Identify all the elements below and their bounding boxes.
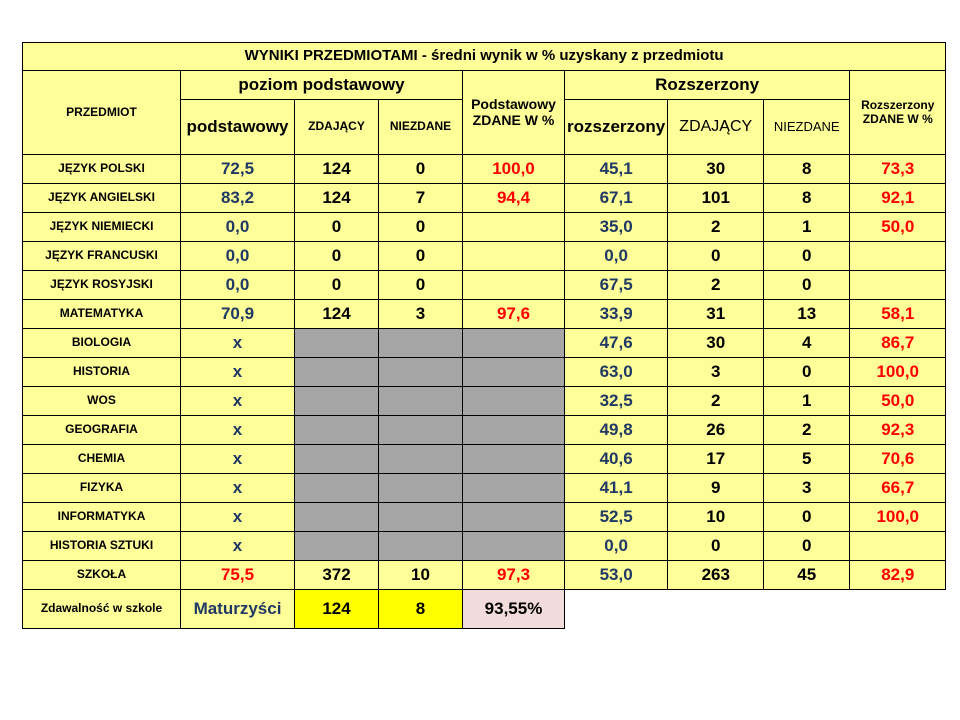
extended-passed-pct-cell: 82,9 <box>850 561 946 590</box>
empty-gray-cell <box>295 358 379 387</box>
basic-passed-pct-cell <box>463 242 565 271</box>
extended-avg-cell: 33,9 <box>565 300 668 329</box>
basic-avg-cell: x <box>181 503 295 532</box>
graduates-cell: Maturzyści <box>181 590 295 629</box>
empty-gray-cell <box>295 474 379 503</box>
extended-passed-pct-cell: 100,0 <box>850 503 946 532</box>
empty-gray-cell <box>379 329 463 358</box>
basic-avg-cell: 0,0 <box>181 271 295 300</box>
empty-gray-cell <box>295 387 379 416</box>
basic-failed-cell: 0 <box>379 213 463 242</box>
extended-failed-cell: 0 <box>764 503 850 532</box>
header-basic-passed-pct: Podstawowy ZDANE W % <box>463 71 565 155</box>
extended-avg-cell: 40,6 <box>565 445 668 474</box>
basic-avg-cell: x <box>181 445 295 474</box>
empty-gray-cell <box>295 503 379 532</box>
basic-passed-pct-cell <box>463 213 565 242</box>
empty-gray-cell <box>295 445 379 474</box>
basic-passing-cell: 0 <box>295 213 379 242</box>
table-title: WYNIKI PRZEDMIOTAMI - średni wynik w % uzyskany z przedmiotu <box>23 43 946 71</box>
extended-passed-pct-cell: 86,7 <box>850 329 946 358</box>
extended-passed-pct-cell: 100,0 <box>850 358 946 387</box>
table-row <box>23 358 946 387</box>
basic-failed-cell: 3 <box>379 300 463 329</box>
extended-failed-cell: 1 <box>764 213 850 242</box>
empty-gray-cell <box>295 532 379 561</box>
header-subject: PRZEDMIOT <box>23 71 181 155</box>
extended-passing-cell: 10 <box>668 503 764 532</box>
extended-failed-cell: 0 <box>764 358 850 387</box>
subject-cell: JĘZYK ROSYJSKI <box>23 271 181 300</box>
blank-cell <box>764 590 850 629</box>
extended-avg-cell: 67,1 <box>565 184 668 213</box>
empty-gray-cell <box>463 416 565 445</box>
subject-cell: GEOGRAFIA <box>23 416 181 445</box>
table-row <box>23 445 946 474</box>
pass-rate-row <box>23 590 946 629</box>
basic-avg-cell: 83,2 <box>181 184 295 213</box>
extended-avg-cell: 49,8 <box>565 416 668 445</box>
basic-failed-cell: 0 <box>379 155 463 184</box>
subject-cell: JĘZYK NIEMIECKI <box>23 213 181 242</box>
basic-failed-cell: 7 <box>379 184 463 213</box>
subject-cell: FIZYKA <box>23 474 181 503</box>
pass-rate-label: Zdawalność w szkole <box>23 590 181 629</box>
extended-passed-pct-cell: 50,0 <box>850 387 946 416</box>
subject-cell: JĘZYK ANGIELSKI <box>23 184 181 213</box>
subject-cell: JĘZYK POLSKI <box>23 155 181 184</box>
extended-avg-cell: 45,1 <box>565 155 668 184</box>
empty-gray-cell <box>379 474 463 503</box>
extended-passing-cell: 0 <box>668 242 764 271</box>
extended-failed-cell: 0 <box>764 242 850 271</box>
subject-cell: SZKOŁA <box>23 561 181 590</box>
extended-avg-cell: 63,0 <box>565 358 668 387</box>
extended-avg-cell: 52,5 <box>565 503 668 532</box>
extended-passing-cell: 2 <box>668 213 764 242</box>
header-extended-level: Rozszerzony <box>565 71 850 100</box>
extended-passed-pct-cell: 92,1 <box>850 184 946 213</box>
blank-cell <box>668 590 764 629</box>
table-row <box>23 561 946 590</box>
extended-failed-cell: 5 <box>764 445 850 474</box>
extended-passing-cell: 0 <box>668 532 764 561</box>
empty-gray-cell <box>379 445 463 474</box>
basic-avg-cell: 70,9 <box>181 300 295 329</box>
basic-failed-cell: 0 <box>379 242 463 271</box>
empty-gray-cell <box>379 358 463 387</box>
extended-passed-pct-cell: 70,6 <box>850 445 946 474</box>
header-passing-ext: ZDAJĄCY <box>668 100 764 155</box>
extended-passing-cell: 3 <box>668 358 764 387</box>
extended-failed-cell: 8 <box>764 184 850 213</box>
extended-failed-cell: 13 <box>764 300 850 329</box>
extended-passed-pct-cell: 58,1 <box>850 300 946 329</box>
empty-gray-cell <box>463 532 565 561</box>
basic-avg-cell: x <box>181 329 295 358</box>
basic-passing-cell: 124 <box>295 184 379 213</box>
table-row <box>23 184 946 213</box>
extended-passing-cell: 2 <box>668 387 764 416</box>
extended-passing-cell: 2 <box>668 271 764 300</box>
extended-avg-cell: 53,0 <box>565 561 668 590</box>
basic-avg-cell: 72,5 <box>181 155 295 184</box>
graduates-passed-cell: 124 <box>295 590 379 629</box>
extended-passed-pct-cell <box>850 532 946 561</box>
basic-passed-pct-cell: 97,6 <box>463 300 565 329</box>
table-row <box>23 329 946 358</box>
basic-avg-cell: x <box>181 416 295 445</box>
header-basic-avg: podstawowy <box>181 100 295 155</box>
graduates-failed-cell: 8 <box>379 590 463 629</box>
extended-avg-cell: 32,5 <box>565 387 668 416</box>
table-row <box>23 213 946 242</box>
blank-cell <box>850 590 946 629</box>
table-row <box>23 387 946 416</box>
basic-avg-cell: x <box>181 532 295 561</box>
extended-passing-cell: 26 <box>668 416 764 445</box>
empty-gray-cell <box>463 503 565 532</box>
header-extended-passed-pct: Rozszerzony ZDANE W % <box>850 71 946 155</box>
basic-avg-cell: x <box>181 474 295 503</box>
basic-failed-cell: 10 <box>379 561 463 590</box>
basic-passed-pct-cell: 97,3 <box>463 561 565 590</box>
table-row <box>23 242 946 271</box>
basic-passed-pct-cell <box>463 271 565 300</box>
subject-cell: HISTORIA <box>23 358 181 387</box>
header-failed-ext: NIEZDANE <box>764 100 850 155</box>
empty-gray-cell <box>295 416 379 445</box>
extended-passing-cell: 30 <box>668 329 764 358</box>
empty-gray-cell <box>379 503 463 532</box>
table-row <box>23 155 946 184</box>
table-row <box>23 300 946 329</box>
table-row <box>23 532 946 561</box>
extended-passing-cell: 31 <box>668 300 764 329</box>
basic-avg-cell: 75,5 <box>181 561 295 590</box>
basic-passing-cell: 0 <box>295 242 379 271</box>
extended-passed-pct-cell <box>850 271 946 300</box>
extended-failed-cell: 1 <box>764 387 850 416</box>
results-table <box>22 42 946 629</box>
subject-cell: HISTORIA SZTUKI <box>23 532 181 561</box>
extended-passed-pct-cell <box>850 242 946 271</box>
extended-failed-cell: 45 <box>764 561 850 590</box>
subject-cell: INFORMATYKA <box>23 503 181 532</box>
header-failed: NIEZDANE <box>379 100 463 155</box>
header-basic-level: poziom podstawowy <box>181 71 463 100</box>
empty-gray-cell <box>463 474 565 503</box>
empty-gray-cell <box>463 329 565 358</box>
subject-cell: JĘZYK FRANCUSKI <box>23 242 181 271</box>
extended-passed-pct-cell: 73,3 <box>850 155 946 184</box>
extended-passed-pct-cell: 92,3 <box>850 416 946 445</box>
extended-failed-cell: 0 <box>764 271 850 300</box>
basic-passing-cell: 0 <box>295 271 379 300</box>
basic-passing-cell: 124 <box>295 300 379 329</box>
extended-failed-cell: 0 <box>764 532 850 561</box>
extended-passing-cell: 30 <box>668 155 764 184</box>
header-passing: ZDAJĄCY <box>295 100 379 155</box>
basic-failed-cell: 0 <box>379 271 463 300</box>
extended-failed-cell: 2 <box>764 416 850 445</box>
extended-passed-pct-cell: 66,7 <box>850 474 946 503</box>
extended-passing-cell: 17 <box>668 445 764 474</box>
subject-cell: MATEMATYKA <box>23 300 181 329</box>
extended-failed-cell: 8 <box>764 155 850 184</box>
extended-passing-cell: 101 <box>668 184 764 213</box>
basic-avg-cell: 0,0 <box>181 242 295 271</box>
subject-cell: WOS <box>23 387 181 416</box>
subject-cell: BIOLOGIA <box>23 329 181 358</box>
table-row <box>23 416 946 445</box>
extended-avg-cell: 0,0 <box>565 242 668 271</box>
empty-gray-cell <box>463 358 565 387</box>
extended-avg-cell: 41,1 <box>565 474 668 503</box>
extended-passing-cell: 263 <box>668 561 764 590</box>
extended-passing-cell: 9 <box>668 474 764 503</box>
extended-failed-cell: 3 <box>764 474 850 503</box>
empty-gray-cell <box>379 532 463 561</box>
extended-avg-cell: 35,0 <box>565 213 668 242</box>
header-extended-avg: rozszerzony <box>565 100 668 155</box>
basic-avg-cell: x <box>181 358 295 387</box>
empty-gray-cell <box>295 329 379 358</box>
empty-gray-cell <box>379 416 463 445</box>
table-row <box>23 271 946 300</box>
basic-passed-pct-cell: 100,0 <box>463 155 565 184</box>
empty-gray-cell <box>379 387 463 416</box>
extended-avg-cell: 67,5 <box>565 271 668 300</box>
basic-passed-pct-cell: 94,4 <box>463 184 565 213</box>
extended-avg-cell: 47,6 <box>565 329 668 358</box>
table-row <box>23 503 946 532</box>
extended-avg-cell: 0,0 <box>565 532 668 561</box>
extended-failed-cell: 4 <box>764 329 850 358</box>
basic-avg-cell: 0,0 <box>181 213 295 242</box>
table-row <box>23 474 946 503</box>
empty-gray-cell <box>463 387 565 416</box>
extended-passed-pct-cell: 50,0 <box>850 213 946 242</box>
basic-passing-cell: 124 <box>295 155 379 184</box>
basic-avg-cell: x <box>181 387 295 416</box>
pass-rate-pct-cell: 93,55% <box>463 590 565 629</box>
subject-cell: CHEMIA <box>23 445 181 474</box>
basic-passing-cell: 372 <box>295 561 379 590</box>
blank-cell <box>565 590 668 629</box>
empty-gray-cell <box>463 445 565 474</box>
